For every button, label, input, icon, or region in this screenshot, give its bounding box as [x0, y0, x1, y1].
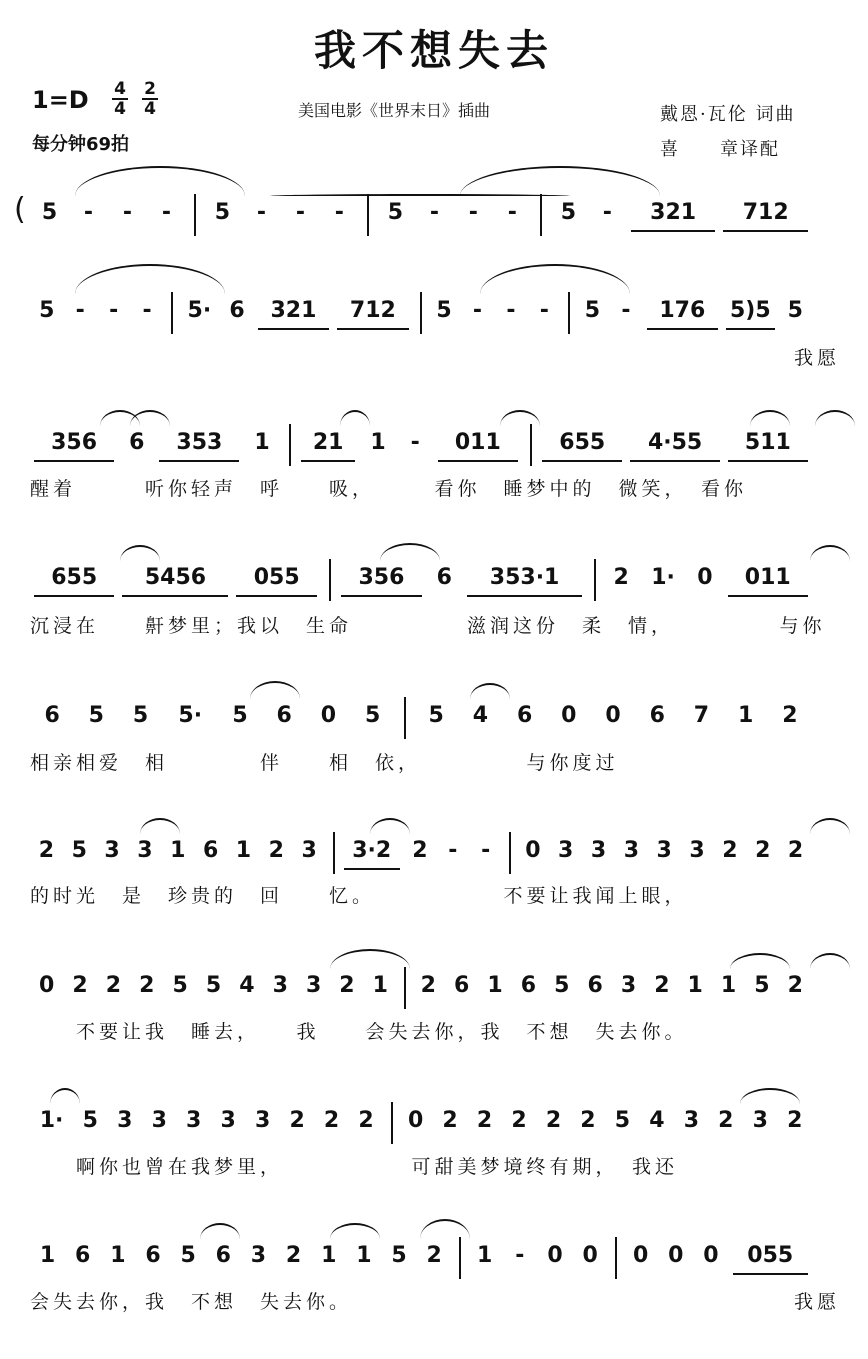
note: 5 — [88, 703, 104, 728]
note: 3 — [117, 1108, 133, 1133]
notes-row-5 — [30, 703, 840, 743]
note: 2 — [38, 838, 55, 863]
note: 6 — [649, 703, 665, 728]
notes-row-1 — [30, 200, 840, 240]
note: 5· — [178, 703, 203, 728]
note: 4·55 — [647, 430, 703, 455]
note: - — [621, 298, 631, 323]
beam-underline — [438, 460, 518, 462]
note: 6 — [44, 703, 60, 728]
note: - — [506, 298, 516, 323]
note: 21 — [312, 430, 344, 455]
note: 2 — [72, 973, 88, 998]
note: 3 — [104, 838, 120, 863]
note: - — [472, 298, 483, 323]
note: 2 — [105, 973, 122, 998]
note: 1 — [487, 973, 503, 998]
note: 0 — [547, 1243, 563, 1268]
note: 3 — [623, 838, 640, 863]
note: 1 — [720, 973, 737, 998]
note: 2 — [654, 973, 670, 998]
note: - — [256, 200, 266, 225]
slur-arc — [75, 264, 225, 294]
note: - — [75, 298, 85, 323]
note: 2 — [285, 1243, 302, 1268]
note: 5 — [180, 1243, 196, 1268]
bar-line — [540, 194, 542, 236]
note: 353 — [176, 430, 223, 455]
note: 6 — [229, 298, 245, 323]
bar-line — [391, 1102, 393, 1144]
note: 3 — [683, 1108, 699, 1133]
note: 0 — [632, 1243, 649, 1268]
beam-underline — [726, 328, 774, 330]
notes-row-7 — [30, 973, 840, 1013]
note: 5 — [132, 703, 149, 728]
note: 3 — [620, 973, 637, 998]
note: 6 — [516, 703, 533, 728]
note: - — [602, 200, 612, 225]
note: - — [410, 430, 420, 455]
note: 011 — [454, 430, 501, 455]
note: 6 — [145, 1243, 161, 1268]
note: 3 — [752, 1108, 768, 1133]
note: 6 — [129, 430, 145, 455]
note: 2 — [722, 838, 738, 863]
beam-underline — [630, 460, 719, 462]
bar-line — [568, 292, 570, 334]
note: - — [515, 1243, 525, 1268]
beam-underline — [733, 1273, 808, 1275]
note: 2 — [289, 1108, 305, 1133]
note: 5 — [71, 838, 87, 863]
lyrics-row-8: 啊你也曾在我梦里， 可甜美梦境终有期， 我还 — [30, 1156, 679, 1178]
note: 6 — [75, 1243, 91, 1268]
note: 511 — [744, 430, 791, 455]
note: - — [83, 200, 94, 225]
note: 4 — [649, 1108, 665, 1133]
note: 5 — [391, 1243, 407, 1268]
note: 5 — [41, 200, 58, 225]
note: 176 — [659, 298, 706, 323]
note: 3 — [254, 1108, 271, 1133]
slur-arc — [810, 953, 850, 969]
note: 5456 — [144, 565, 207, 590]
note: 1 — [477, 1243, 493, 1268]
beam-underline — [337, 328, 408, 330]
note: 055 — [747, 1243, 794, 1268]
note: 0 — [39, 973, 55, 998]
note: 353·1 — [489, 565, 560, 590]
time-signature-2: 2 4 — [142, 80, 158, 118]
time-signature-1: 4 4 — [112, 80, 128, 118]
note: 3 — [250, 1243, 267, 1268]
bar-line — [459, 1237, 461, 1279]
bar-line — [367, 194, 369, 236]
notes-row-2 — [30, 298, 840, 338]
note: 5 — [82, 1108, 98, 1133]
note: 5 — [428, 703, 444, 728]
notes-row-9 — [30, 1243, 840, 1283]
note: 5 — [584, 298, 601, 323]
note: 5· — [187, 298, 212, 323]
note: 5)5 — [729, 298, 771, 323]
slur-arc — [370, 818, 410, 834]
note: 6 — [520, 973, 537, 998]
note: 3 — [689, 838, 705, 863]
bar-line — [420, 292, 422, 334]
note: 3 — [590, 838, 607, 863]
beam-underline — [723, 230, 808, 232]
note: 5 — [232, 703, 248, 728]
repeat-paren: ( — [14, 192, 26, 227]
slur-arc — [500, 410, 540, 426]
note: 1 — [235, 838, 252, 863]
note: 2 — [442, 1108, 458, 1133]
note: 4 — [239, 973, 255, 998]
lyrics-row-5: 相亲相爱 相 伴 相 依， 与你度过 — [30, 752, 619, 774]
beam-underline — [122, 595, 228, 597]
note: 3·2 — [352, 838, 392, 863]
slur-arc — [120, 545, 160, 561]
note: 5 — [387, 200, 404, 225]
note: 1 — [254, 430, 270, 455]
slur-arc — [460, 166, 660, 196]
note: 0 — [582, 1243, 598, 1268]
note: 6 — [436, 565, 452, 590]
lyrics-row-2: 我愿 — [793, 347, 840, 369]
slur-arc — [470, 683, 510, 699]
lyrics-row-3: 醒着 听你轻声 呼 吸， 看你 睡梦中的 微笑， 看你 — [30, 478, 748, 500]
note: 2 — [323, 1108, 340, 1133]
note: 3 — [656, 838, 672, 863]
note: - — [539, 298, 549, 323]
note: 2 — [613, 565, 629, 590]
note: 655 — [51, 565, 98, 590]
note: - — [122, 200, 132, 225]
note: 3 — [137, 838, 153, 863]
subtitle: 美国电影《世界末日》插曲 — [298, 101, 491, 120]
note: - — [142, 298, 152, 323]
note: 0 — [605, 703, 621, 728]
slur-arc — [380, 543, 440, 561]
note: 2 — [787, 1108, 803, 1133]
slur-arc — [75, 166, 245, 196]
note: 7 — [693, 703, 710, 728]
slur-arc — [130, 410, 170, 426]
bar-line — [404, 967, 406, 1009]
note: 5 — [787, 298, 803, 323]
tempo-marking: 每分钟69拍 — [32, 134, 130, 155]
note: 6 — [453, 973, 470, 998]
bar-line — [404, 697, 406, 739]
note: 0 — [668, 1243, 684, 1268]
note: 5 — [560, 200, 577, 225]
slur-arc — [250, 681, 300, 699]
note: 1 — [110, 1243, 126, 1268]
slur-arc — [330, 949, 410, 969]
lyrics-row-7: 不要让我 睡去， 我 会失去你，我 不想 失去你。 — [30, 1021, 688, 1043]
notes-row-6 — [30, 838, 840, 878]
beam-underline — [542, 460, 622, 462]
bar-line — [194, 194, 196, 236]
notes-row-3 — [30, 430, 840, 470]
slur-arc — [140, 818, 180, 834]
note: - — [109, 298, 119, 323]
beam-underline — [631, 230, 716, 232]
note: - — [448, 838, 458, 863]
note: - — [481, 838, 491, 863]
note: 3 — [305, 973, 322, 998]
note: 655 — [559, 430, 606, 455]
note: - — [429, 200, 439, 225]
slur-arc — [200, 1223, 240, 1239]
note: 5 — [364, 703, 381, 728]
bar-line — [615, 1237, 617, 1279]
beam-underline — [258, 328, 329, 330]
notes-row-4 — [30, 565, 840, 605]
note: 2 — [420, 973, 436, 998]
note: 1· — [651, 565, 675, 590]
note: 3 — [558, 838, 574, 863]
slur-arc — [810, 545, 850, 561]
note: 2 — [580, 1108, 596, 1133]
note: 5 — [436, 298, 452, 323]
note: 0 — [407, 1108, 424, 1133]
key-signature: 1=D — [32, 86, 89, 114]
slur-arc — [420, 1219, 470, 1239]
note: 3 — [220, 1108, 236, 1133]
note: - — [468, 200, 478, 225]
bar-line — [171, 292, 173, 334]
beam-underline — [728, 460, 808, 462]
beam-underline — [301, 460, 356, 462]
note: 5 — [172, 973, 188, 998]
bar-line — [509, 832, 511, 874]
note: 4 — [472, 703, 489, 728]
note: 1 — [370, 430, 386, 455]
slur-arc — [50, 1088, 80, 1104]
note: 2 — [412, 838, 428, 863]
beam-underline — [236, 595, 316, 597]
beam-underline — [344, 868, 400, 870]
note: - — [334, 200, 344, 225]
note: 2 — [511, 1108, 527, 1133]
note: 0 — [697, 565, 713, 590]
lyrics-row-4: 沉浸在 鼾梦里；我以 生命 滋润这份 柔 情， 与你 — [30, 615, 826, 637]
beam-underline — [34, 460, 114, 462]
bar-line — [329, 559, 331, 601]
note: 055 — [253, 565, 300, 590]
song-title: 我不想失去 — [313, 26, 554, 75]
lyrics-row-9-tail: 我愿 — [793, 1291, 840, 1313]
note: 1 — [356, 1243, 372, 1268]
slur-arc — [815, 410, 855, 426]
note: - — [161, 200, 171, 225]
note: 3 — [301, 838, 317, 863]
slur-arc — [330, 1223, 380, 1239]
beam-underline — [34, 595, 114, 597]
note: 2 — [782, 703, 798, 728]
note: 2 — [787, 973, 803, 998]
note: 2 — [755, 838, 771, 863]
beam-underline — [159, 460, 239, 462]
note: - — [507, 200, 517, 225]
note: 6 — [276, 703, 292, 728]
lyrics-row-9: 会失去你，我 不想 失去你。 — [30, 1291, 353, 1313]
note: 3 — [186, 1108, 202, 1133]
note: 2 — [718, 1108, 734, 1133]
note: 712 — [349, 298, 396, 323]
note: 2 — [426, 1243, 442, 1268]
bar-line — [594, 559, 596, 601]
note: 2 — [339, 973, 355, 998]
note: 356 — [51, 430, 98, 455]
slur-arc — [740, 1088, 800, 1104]
note: 2 — [358, 1108, 374, 1133]
note: 1 — [39, 1243, 56, 1268]
note: 5 — [614, 1108, 631, 1133]
lyrics-row-6: 的时光 是 珍贵的 回 忆。 不要让我闻上眼， — [30, 885, 688, 907]
beam-underline — [647, 328, 718, 330]
beam-underline — [467, 595, 582, 597]
note: 6 — [587, 973, 603, 998]
note: 1 — [738, 703, 754, 728]
note: 1· — [39, 1108, 64, 1133]
bar-line — [530, 424, 532, 466]
note: 321 — [650, 200, 697, 225]
note: 1 — [372, 973, 388, 998]
note: 1 — [170, 838, 186, 863]
bar-line — [333, 832, 335, 874]
note: 712 — [742, 200, 789, 225]
note: 0 — [703, 1243, 719, 1268]
note: 2 — [476, 1108, 493, 1133]
note: 356 — [358, 565, 405, 590]
note: 6 — [215, 1243, 231, 1268]
note: 2 — [268, 838, 284, 863]
notes-row-8 — [30, 1108, 840, 1148]
slur-arc — [750, 410, 790, 426]
note: - — [295, 200, 305, 225]
note: 0 — [320, 703, 337, 728]
note: 5 — [754, 973, 770, 998]
note: 6 — [202, 838, 219, 863]
note: 5 — [554, 973, 570, 998]
slur-arc — [480, 264, 630, 294]
note: 5 — [205, 973, 222, 998]
note: 0 — [561, 703, 577, 728]
slur-arc — [810, 818, 850, 834]
note: 1 — [687, 973, 703, 998]
lyricist-credit: 戴恩·瓦伦 词曲 — [660, 104, 796, 125]
note: 2 — [787, 838, 804, 863]
note: 5 — [39, 298, 55, 323]
translator-credit: 喜 章译配 — [660, 139, 780, 160]
note: 2 — [139, 973, 155, 998]
bar-line — [289, 424, 291, 466]
slur-arc — [730, 953, 790, 969]
note: 1 — [321, 1243, 337, 1268]
note: 5 — [214, 200, 231, 225]
note: 011 — [744, 565, 791, 590]
note: 2 — [545, 1108, 562, 1133]
beam-underline — [341, 595, 421, 597]
note: 0 — [525, 838, 541, 863]
beam-underline — [728, 595, 808, 597]
slur-arc — [340, 410, 370, 426]
note: 3 — [151, 1108, 167, 1133]
note: 3 — [272, 973, 288, 998]
note: 321 — [270, 298, 317, 323]
